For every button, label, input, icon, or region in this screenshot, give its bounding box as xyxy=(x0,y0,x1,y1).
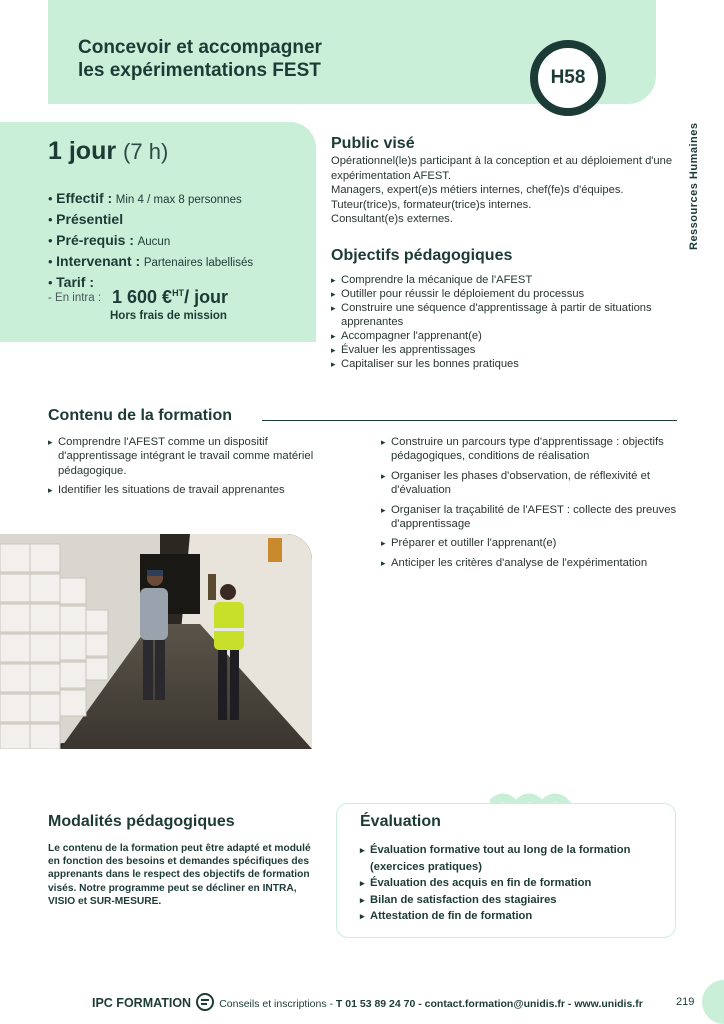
divider xyxy=(262,420,677,421)
public-title: Public visé xyxy=(331,135,415,152)
evaluation-list xyxy=(360,842,665,925)
list-item: ▸ Construire une séquence d'apprentissage à partir de situations apprenantes xyxy=(331,301,686,329)
list-item: ▸ Bilan de satisfaction des stagiaires xyxy=(360,892,665,909)
brand-logo-icon xyxy=(194,993,216,1011)
list-item: ▸ Organiser la traçabilité de l'AFEST : collecte des preuves d'apprentissage xyxy=(381,503,681,532)
brand-name: IPC FORMATION xyxy=(92,996,192,1010)
objectives-title: Objectifs pédagogiques xyxy=(331,247,513,264)
corner-decoration xyxy=(702,980,724,1024)
objectives-list xyxy=(331,273,686,371)
list-item: ▸ Évaluation formative tout au long de la formation (exercices pratiques) xyxy=(360,842,665,875)
list-item: ▸ Attestation de fin de formation xyxy=(360,908,665,925)
price-prefix: - En intra : xyxy=(48,292,102,304)
page-number: 219 xyxy=(676,996,695,1008)
website-link[interactable]: www.unidis.fr xyxy=(574,998,643,1010)
footer xyxy=(92,993,643,1011)
list-item: ▸ Accompagner l'apprenant(e) xyxy=(331,329,686,343)
footer-contact: Conseils et inscriptions - T 01 53 89 24 70 - contact.formation@unidis.fr - www.unidis.fr xyxy=(219,998,643,1010)
price-note: Hors frais de mission xyxy=(110,310,227,322)
list-item: ▸ Anticiper les critères d'analyse de l'expérimentation xyxy=(381,556,681,570)
list-item: ▸ Identifier les situations de travail apprenantes xyxy=(48,483,318,497)
evaluation-title: Évaluation xyxy=(360,813,441,830)
list-item: ▸ Préparer et outiller l'apprenant(e) xyxy=(381,536,681,550)
info-presentiel: • Présentiel xyxy=(48,211,124,227)
content-title: Contenu de la formation xyxy=(48,407,232,424)
public-text: Opérationnel(le)s participant à la conception et au déploiement d'une expérimentation AFEST. Managers, expert(e)s métiers internes, chef(fe)s d'équipes. Tuteur(trice)s, formateur(trice)s internes. Consultant(e)s externes. xyxy=(331,155,673,226)
list-item: ▸ Comprendre l'AFEST comme un dispositif d'apprentissage intégrant le travail comme matériel pédagogique. xyxy=(48,435,318,478)
list-item: ▸ Évaluer les apprentissages xyxy=(331,343,686,357)
info-effectif: • Effectif : Min 4 / max 8 personnes xyxy=(48,190,242,206)
list-item: ▸ Construire un parcours type d'apprentissage : objectifs pédagogiques, conditions de réalisation xyxy=(381,435,681,464)
content-list-left xyxy=(48,435,318,503)
info-tarif: • Tarif : xyxy=(48,274,95,290)
modalites-text: Le contenu de la formation peut être adapté et modulé en fonction des besoins et demandes spécifiques des apprenants dans le respect des objectifs de formation visés. Notre programme peut se décliner en INTRA, VISIO et SUR-MESURE. xyxy=(48,843,311,907)
warehouse-photo xyxy=(0,534,312,749)
list-item: ▸ Capitaliser sur les bonnes pratiques xyxy=(331,357,686,371)
category-label: Ressources Humaines xyxy=(688,122,700,250)
duration: 1 jour (7 h) xyxy=(48,137,169,165)
info-prerequis: • Pré-requis : Aucun xyxy=(48,232,171,248)
course-code-badge: H58 xyxy=(530,40,606,116)
list-item: ▸ Évaluation des acquis en fin de formation xyxy=(360,875,665,892)
warehouse-photo-illustration xyxy=(0,534,312,749)
content-list-right xyxy=(381,435,681,575)
list-item: ▸ Outiller pour réussir le déploiement du processus xyxy=(331,287,686,301)
info-intervenant: • Intervenant : Partenaires labellisés xyxy=(48,253,254,269)
page-title: Concevoir et accompagner les expérimentations FEST xyxy=(78,37,322,81)
list-item: ▸ Comprendre la mécanique de l'AFEST xyxy=(331,273,686,287)
modalites-title: Modalités pédagogiques xyxy=(48,813,235,830)
phone-link[interactable]: T 01 53 89 24 70 xyxy=(335,998,416,1010)
list-item: ▸ Organiser les phases d'observation, de réflexivité et d'évaluation xyxy=(381,469,681,498)
price-value: 1 600 €$^{HT}$/ jour xyxy=(112,287,229,307)
email-link[interactable]: contact.formation@unidis.fr xyxy=(424,998,565,1010)
